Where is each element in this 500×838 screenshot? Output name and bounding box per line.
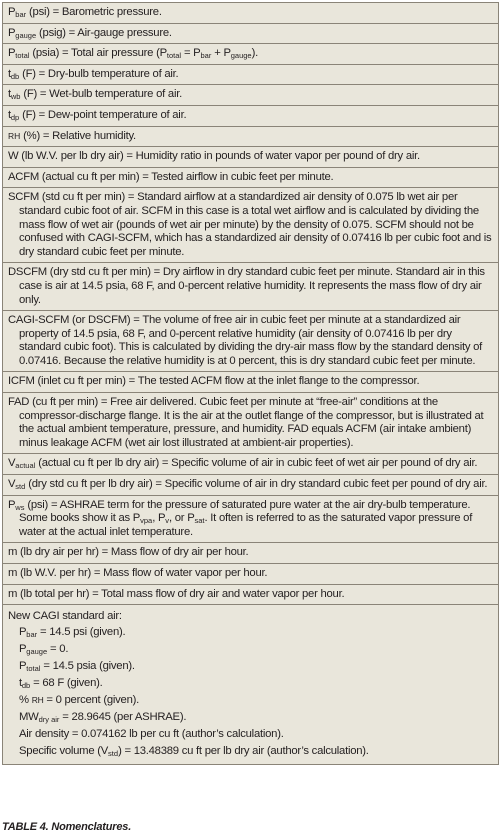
term-text: ). [251, 47, 259, 60]
subscript: actual [15, 461, 36, 471]
subscript: db [21, 681, 31, 691]
term-text: m (lb total per hr) = Total mass flow of dry air and water vapor per hour. [8, 587, 345, 600]
table-row [3, 543, 498, 564]
term-text: (%) = Relative humidity. [20, 129, 136, 142]
term-text: = 14.5 psia (given). [40, 660, 135, 673]
term-text: CAGI-SCFM (or DSCFM) = The volume of free air in cubic feet per minute at a standardized air property of 14.5 psia, 68 F, and 0-percent relative humidity (air density of 0.07416 lb per dry standard cubic foot). This is calculated by dividing the dry-air mass flow by the standard density of 0.07416. Because the relative humidity is at 0 percent, this is dry standard cubic feet per minute. [8, 314, 483, 367]
term-text: Specific volume (V [19, 745, 109, 758]
term-text: (psig) = Air-gauge pressure. [36, 26, 172, 39]
term-text: + P [211, 47, 231, 60]
table-row [3, 188, 498, 263]
term-text: ACFM (actual cu ft per min) = Tested airflow in cubic feet per minute. [8, 170, 334, 183]
term-text: % [19, 694, 32, 707]
subscript: gauge [26, 647, 48, 657]
term-text: P [19, 660, 27, 673]
subscript: dry air [38, 715, 60, 725]
list-item [8, 726, 494, 743]
subscript: total [166, 51, 182, 61]
term-text: t [8, 108, 11, 121]
term-text: , or P [169, 512, 195, 525]
list-item [8, 675, 494, 692]
term-text: MW [19, 711, 39, 724]
table-row [3, 65, 498, 86]
term-text: SCFM (std cu ft per min) = Standard airflow at a standardized air density of 0.075 lb wet air per standard cubic foot of air. SCFM in this case is a total wet airflow and is calculated by dividing the mass flow of wet air (pounds of wet air per minute) by the density of 0.075. SCFM should not be confused with CAGI-SCFM, which has a standardized air density of 0.07416 lb per cubic foot and is dry standard cubic feet per minute. [8, 191, 492, 258]
subscript: total [26, 664, 41, 674]
term-text: = 28.9645 (per ASHRAE). [59, 711, 187, 724]
table-row [3, 24, 498, 45]
subscript: std [15, 482, 26, 492]
term-text: = 0. [47, 643, 69, 656]
table-row [3, 147, 498, 168]
term-text: (actual cu ft per lb dry air) = Specific volume of air in cubic feet of wet air per pound of dry air. [35, 457, 478, 470]
subscript: gauge [230, 51, 252, 61]
subscript: std [108, 749, 119, 759]
term-text: (F) = Dry-bulb temperature of air. [19, 67, 179, 80]
small-caps-term: RH [31, 695, 44, 706]
table-row [3, 564, 498, 585]
table-row [3, 393, 498, 454]
table-row [3, 263, 498, 311]
term-text: (F) = Wet-bulb temperature of air. [20, 88, 182, 101]
term-text: P [8, 47, 16, 60]
term-text: m (lb W.V. per hr) = Mass flow of water vapor per hour. [8, 567, 268, 579]
nomenclature-table [2, 2, 499, 765]
term-text: P [8, 26, 16, 39]
term-text: t [8, 88, 11, 101]
table-row [3, 127, 498, 148]
term-text: (dry std cu ft per lb dry air) = Specific volume of air in dry standard cubic feet per pound of dry air. [25, 478, 488, 491]
term-text: (psi) = ASHRAE term for the pressure of saturated pure water at the air dry-bulb temperature. Some books show it as P [19, 498, 471, 525]
term-text: ICFM (inlet cu ft per min) = The tested ACFM flow at the inlet flange to the compressor. [8, 375, 420, 388]
table-row [3, 372, 498, 393]
subscript: sat [194, 516, 205, 526]
term-text: V [8, 478, 16, 491]
cagi-title-text: New CAGI standard air: [8, 610, 122, 623]
subscript: wb [10, 92, 21, 102]
term-text: P [19, 643, 27, 656]
table-row [3, 106, 498, 127]
term-text: = P [181, 47, 201, 60]
subscript: db [10, 71, 20, 81]
subscript: vpa [140, 516, 153, 526]
subscript: total [15, 51, 30, 61]
table-row [3, 475, 498, 496]
term-text: ) = 13.48389 cu ft per lb dry air (author’s calculation). [118, 745, 369, 758]
list-item [8, 692, 494, 709]
list-item [8, 709, 494, 726]
term-text: = 68 F (given). [30, 677, 103, 690]
table-row [3, 85, 498, 106]
list-item [8, 624, 494, 641]
term-text: (F) = Dew-point temperature of air. [19, 108, 187, 121]
term-text: (psi) = Barometric pressure. [26, 6, 162, 18]
list-item [8, 641, 494, 658]
term-text: m (lb dry air per hr) = Mass flow of dry air per hour. [8, 546, 249, 559]
subscript: bar [200, 51, 212, 61]
cagi-standard-air [3, 605, 498, 764]
subscript: gauge [15, 30, 37, 40]
list-item [8, 743, 494, 760]
term-text: P [8, 6, 16, 18]
term-text: DSCFM (dry std cu ft per min) = Dry airflow in dry standard cubic feet per minute. Standard air in this case is air at 14.5 psia, 68 F, and 0-percent relative humidity. It represents the mass flow of dry air only. [8, 266, 485, 306]
table-caption: TABLE 4. Nomenclatures. [2, 821, 132, 833]
table-row [3, 454, 498, 475]
table-row [3, 168, 498, 189]
table-row [3, 585, 498, 606]
subscript: dp [10, 112, 20, 122]
subscript: ws [15, 502, 25, 512]
table-row [3, 3, 498, 24]
term-text: W (lb W.V. per lb dry air) = Humidity ratio in pounds of water vapor per pound of dry air. [8, 150, 420, 163]
term-text: P [8, 498, 16, 511]
term-text: . It often is referred to as the saturated vapor pressure of water at the actual inlet temperature. [19, 512, 473, 538]
term-text: Air density = 0.074162 lb per cu ft (author’s calculation). [19, 728, 284, 741]
term-text: = 14.5 psi (given). [37, 626, 126, 639]
subscript: v [165, 516, 169, 526]
small-caps-term: RH [8, 130, 21, 141]
list-item [8, 658, 494, 675]
table-row [3, 496, 498, 544]
cagi-title [8, 608, 494, 624]
term-text: t [19, 677, 22, 690]
subscript: bar [26, 630, 38, 640]
table-row [3, 311, 498, 372]
term-text: t [8, 67, 11, 80]
term-text: P [19, 626, 27, 639]
term-text: V [8, 457, 16, 470]
term-text: = 0 percent (given). [43, 694, 140, 707]
term-text: , P [152, 512, 166, 525]
term-text: FAD (cu ft per min) = Free air delivered. Cubic feet per minute at “free-air” conditions at the compressor-discharge flange. It is the air at the outlet flange of the compressor, but is illustrated at the actual ambient temperature, pressure, and humidity. FAD equals ACFM (air intake ambient) minus leakage ACFM (wet air lost illustrated at ambient-air properties). [8, 396, 484, 449]
table-row [3, 44, 498, 65]
subscript: bar [15, 10, 27, 19]
term-text: (psia) = Total air pressure (P [29, 47, 167, 60]
